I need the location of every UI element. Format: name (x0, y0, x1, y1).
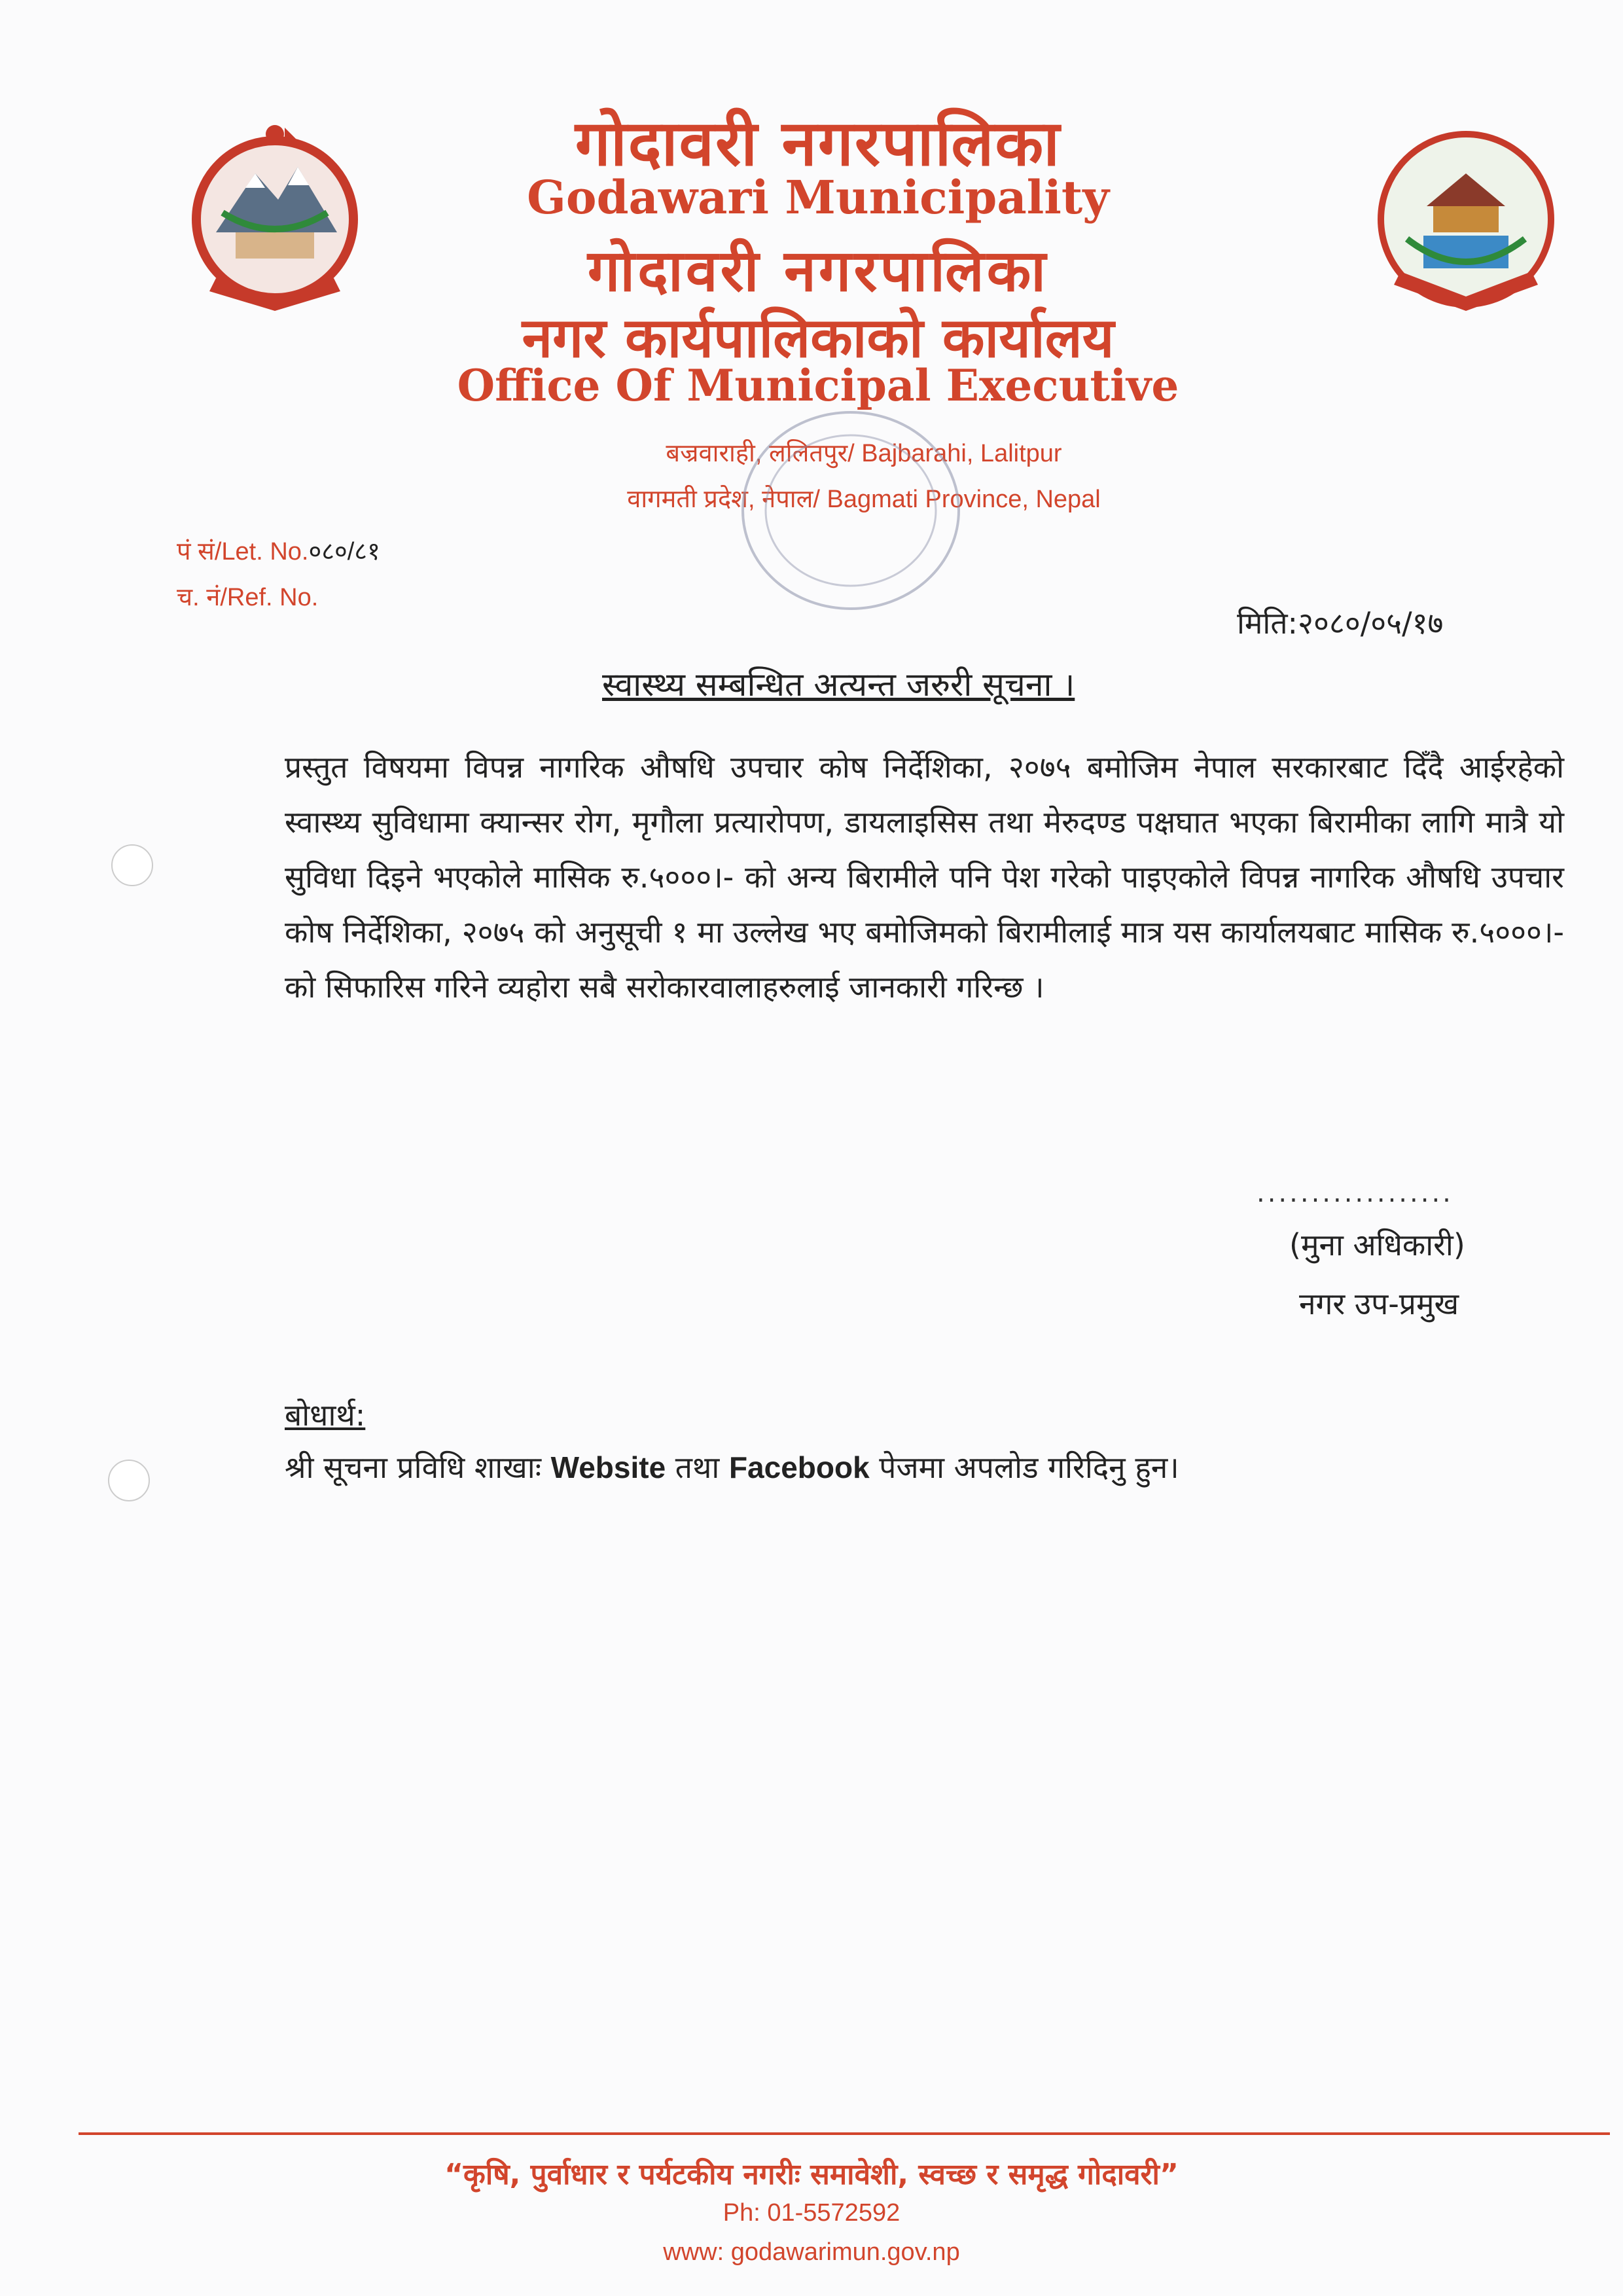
cc-label: बोधार्थ: (285, 1397, 366, 1433)
office-english: Office Of Municipal Executive (457, 360, 1179, 411)
cc-text-post: पेजमा अपलोड गरिदिनु हुन। (869, 1450, 1179, 1485)
punch-hole (111, 844, 153, 886)
reference-number (177, 579, 318, 613)
address-line-2: वागमती प्रदेश, नेपाल/ Bagmati Province, Nepal (627, 486, 1101, 513)
title-nepali: गोदावरी नगरपालिका (575, 107, 1061, 180)
cc-tatha: तथा (666, 1450, 729, 1485)
footer-slogan: “कृषि, पुर्वाधार र पर्यटकीय नगरीः समावेशी, स्वच्छ र समृद्ध गोदावरी” (444, 2158, 1179, 2191)
letter-date: मिति:२०८०/०५/१७ (1237, 605, 1444, 641)
title-newari: गोदावरी नगरपालिका (587, 237, 1049, 304)
footer-website: www: godawarimun.gov.np (663, 2238, 960, 2266)
office-nepali: नगर कार्यपालिकाको कार्यालय (522, 306, 1115, 370)
letter-subject: स्वास्थ्य सम्बन्धित अत्यन्त जरुरी सूचना । (602, 666, 1075, 704)
cc-facebook: Facebook (728, 1450, 870, 1484)
letter-body: प्रस्तुत विषयमा विपन्न नागरिक औषधि उपचार कोष निर्देशिका, २०७५ बमोजिम नेपाल सरकारबाट दिँदै आईरहेको स्वास्थ्य सुविधामा क्यान्सर रोग, मृगौला प्रत्यारोपण, डायलाइसिस तथा मेरुदण्ड पक्षघात भएका बिरामीका लागि मात्रै यो सुविधा दिइने भएकोले मासिक रु.५०००।- को अन्य बिरामीले पनि पेश गरेको पाइएकोले विपन्न नागरिक औषधि उपचार कोष निर्देशिका, २०७५ को अनुसूची १ मा उल्लेख भए बमोजिमको बिरामीलाई मात्र यस कार्यालयबाट मासिक रु.५०००।- को सिफारिस गरिने व्यहोरा सबै सरोकारवालाहरुलाई जानकारी गरिन्छ । (285, 749, 1564, 1005)
footer-phone: Ph: 01-5572592 (722, 2199, 901, 2227)
signatory-title: नगर उप-प्रमुख (1299, 1286, 1459, 1321)
municipality-logo-icon (1368, 121, 1564, 331)
cc-text (285, 1446, 1179, 1487)
title-english: Godawari Municipality (527, 170, 1109, 224)
signature-line: .................. (1257, 1178, 1454, 1208)
cc-website: Website (550, 1450, 666, 1484)
cc-text-pre: श्री सूचना प्रविधि शाखाः (285, 1450, 551, 1485)
letter-number (177, 533, 380, 567)
letter-number-value: ०८०/८१ (308, 538, 380, 565)
address-line-1: बज्रवाराही, ललितपुर/ Bajbarahi, Lalitpur (666, 440, 1062, 467)
footer-divider (79, 2132, 1610, 2135)
reference-number-label: च. नं/Ref. No. (177, 584, 319, 611)
letter-number-label: पं सं/Let. No. (177, 538, 309, 565)
signatory-name: (मुना अधिकारी) (1289, 1227, 1465, 1263)
punch-hole (108, 1460, 150, 1501)
office-stamp-icon (733, 406, 969, 615)
nepal-emblem-icon (164, 115, 386, 331)
